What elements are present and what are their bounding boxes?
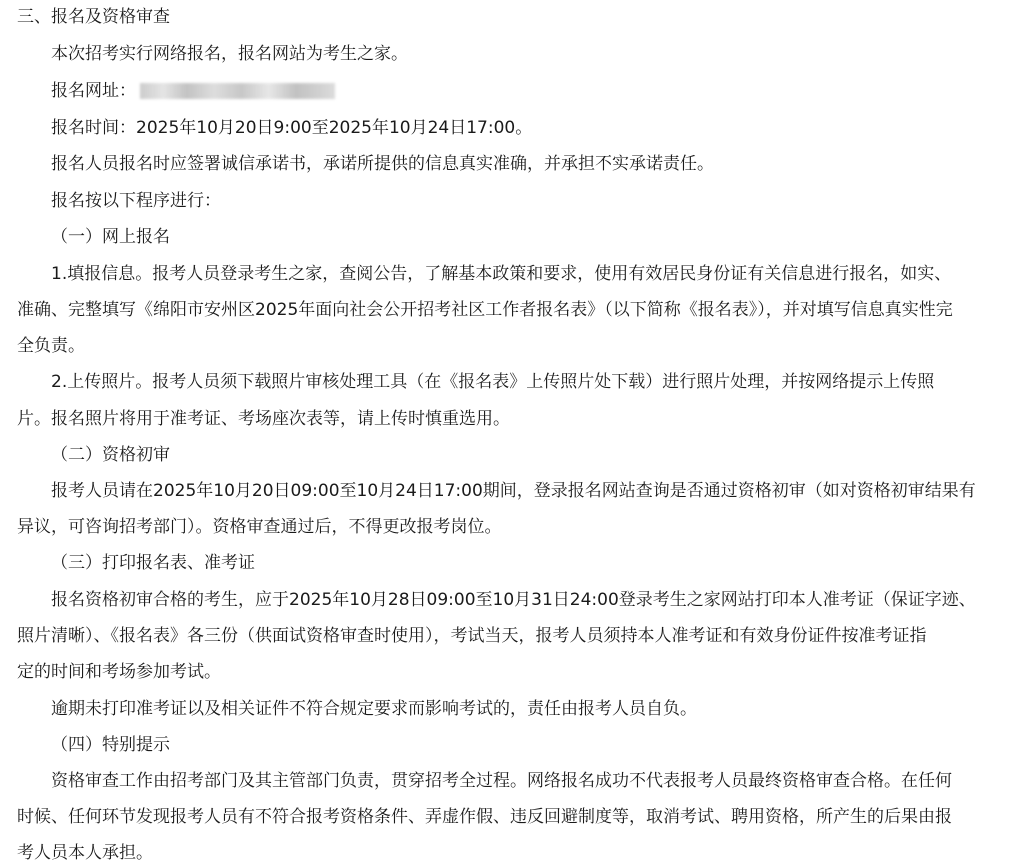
sub3-line-1: 报名资格初审合格的考生，应于2025年10月28日09:00至10月31日24:00登录考生之家网站打印本人准考证（保证字迹、: [51, 590, 976, 610]
subsection-2-title: （二）资格初审: [51, 445, 170, 465]
subsection-3-title: （三）打印报名表、准考证: [51, 553, 255, 573]
procedure-paragraph: 报名按以下程序进行：: [51, 191, 221, 211]
pledge-paragraph: 报名人员报名时应签署诚信承诺书，承诺所提供的信息真实准确，并承担不实承诺责任。: [51, 154, 714, 174]
website-line: [51, 79, 1010, 103]
sub2-line-1: 报考人员请在2025年10月20日09:00至10月24日17:00期间，登录报名网站查询是否通过资格初审（如对资格初审结果有: [51, 481, 976, 501]
subsection-4-title: （四）特别提示: [51, 735, 170, 755]
sub4-line-2: 时候、任何环节发现报考人员有不符合报考资格条件、弄虚作假、违反回避制度等，取消考试、聘用资格，所产生的后果由报: [17, 807, 952, 827]
sub4-line-3: 考人员本人承担。: [17, 843, 153, 863]
redacted-url: [140, 83, 335, 99]
intro-paragraph: 本次招考实行网络报名，报名网站为考生之家。: [51, 44, 408, 64]
section-title: 三、报名及资格审查: [17, 7, 170, 27]
sub4-line-1: 资格审查工作由招考部门及其主管部门负责，贯穿招考全过程。网络报名成功不代表报考人员最终资格审查合格。在任何: [51, 771, 952, 791]
website-label: 报名网址：: [51, 81, 136, 101]
item1-line-3: 全负责。: [17, 336, 85, 356]
item2-line-2: 片。报名照片将用于准考证、考场座次表等，请上传时慎重选用。: [17, 409, 510, 429]
sub2-line-2: 异议，可咨询招考部门）。资格审查通过后，不得更改报考岗位。: [17, 517, 502, 537]
item1-line-1: 1.填报信息。报考人员登录考生之家，查阅公告，了解基本政策和要求，使用有效居民身份证有关信息进行报名，如实、: [51, 264, 952, 284]
subsection-1-title: （一）网上报名: [51, 227, 170, 247]
item2-line-1: 2.上传照片。报考人员须下载照片审核处理工具（在《报名表》上传照片处下载）进行照片处理，并按网络提示上传照: [51, 372, 935, 392]
time-paragraph: 报名时间：2025年10月20日9:00至2025年10月24日17:00。: [51, 118, 533, 138]
sub3-line-3: 定的时间和考场参加考试。: [17, 662, 221, 682]
sub3-note: 逾期未打印准考证以及相关证件不符合规定要求而影响考试的，责任由报考人员自负。: [51, 699, 697, 719]
item1-line-2: 准确、完整填写《绵阳市安州区2025年面向社会公开招考社区工作者报名表》（以下简称《报名表》），并对填写信息真实性完: [17, 300, 953, 320]
sub3-line-2: 照片清晰）、《报名表》各三份（供面试资格审查时使用），考试当天，报考人员须持本人准考证和有效身份证件按准考证指: [17, 626, 927, 646]
